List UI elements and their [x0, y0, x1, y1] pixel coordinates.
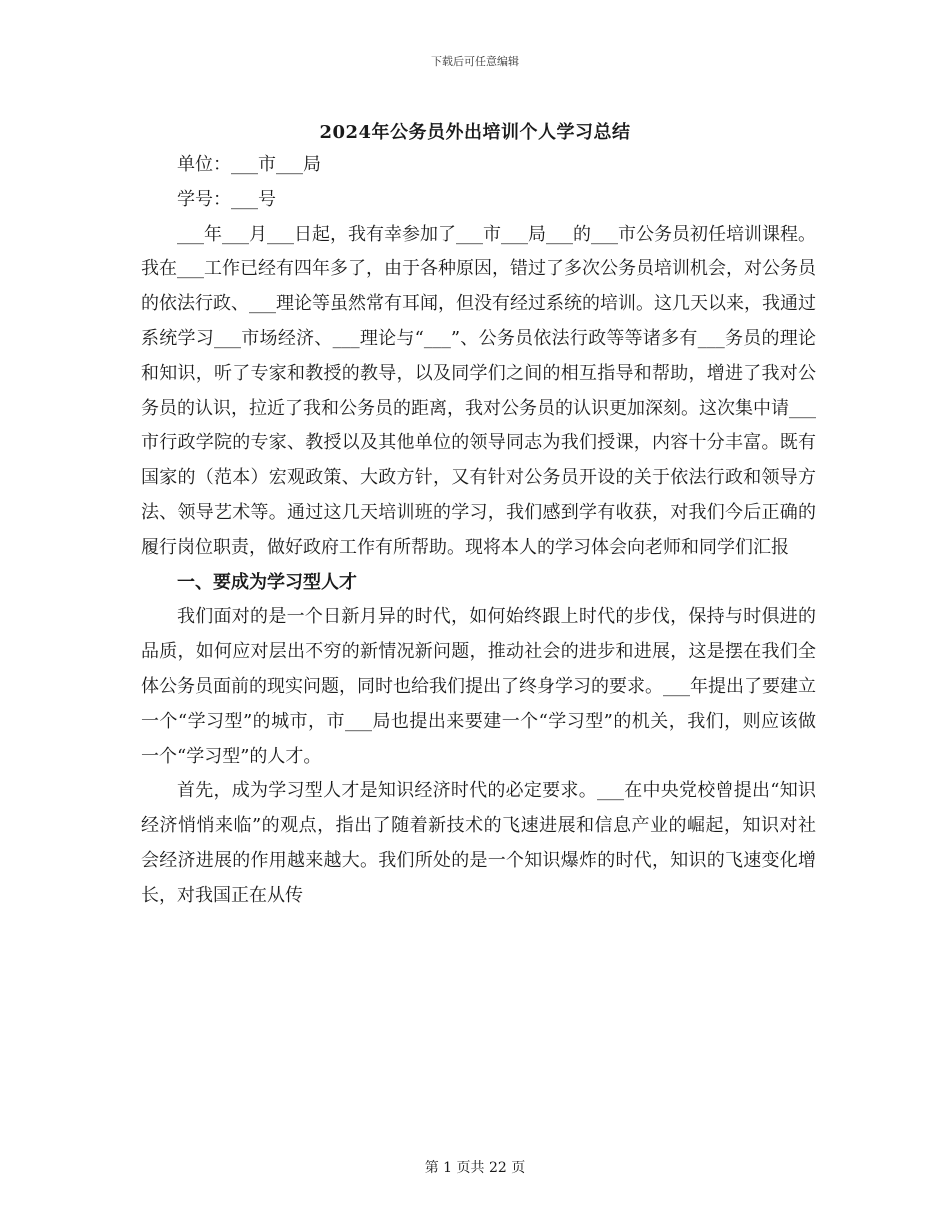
document-body	[141, 148, 816, 914]
document-title: 2024年公务员外出培训个人学习总结	[319, 122, 631, 143]
unit-line: 单位：___市___局	[177, 154, 321, 175]
section-heading: 一、要成为学习型人才	[177, 571, 357, 593]
intro-paragraph: ___年___月___日起，我有幸参加了___市___局___的___市公务员初任培训课程。我在___工作已经有四年多了，由于各种原因，错过了多次公务员培训机会，对公务员的依法行政、___理论等虽然常有耳闻，但没有经过系统的培训。这几天以来，我通过系统学习___市场经济、___理论与“___”、公务员依法行政等等诸多有___务员的理论和知识，听了专家和教授的教导，以及同学们之间的相互指导和帮助，增进了我对公务员的认识，拉近了我和公务员的距离，我对公务员的认识更加深刻。这次集中请___市行政学院的专家、教授以及其他单位的领导同志为我们授课，内容十分丰富。既有国家的（范本）宏观政策、大政方针，又有针对公务员开设的关于依法行政和领导方法、领导艺术等。通过这几天培训班的学习，我们感到学有收获，对我们今后正确的履行岗位职责，做好政府工作有所帮助。现将本人的学习体会向老师和同学们汇报	[141, 223, 816, 558]
page-header-note: 下载后可任意编辑	[431, 55, 519, 68]
section-paragraph-2: 首先，成为学习型人才是知识经济时代的必定要求。___在中央党校曾提出“知识经济悄悄来临”的观点，指出了随着新技术的飞速进展和信息产业的崛起，知识对社会经济进展的作用越来越大。我们所处的是一个知识爆炸的时代，知识的飞速变化增长，对我国正在从传	[141, 780, 816, 906]
page-footer: 第 1 页共 22 页	[424, 1160, 526, 1176]
section-paragraph-1: 我们面对的是一个日新月异的时代，如何始终跟上时代的步伐，保持与时俱进的品质，如何应对层出不穷的新情况新问题，推动社会的进步和进展，这是摆在我们全体公务员面前的现实问题，同时也给我们提出了终身学习的要求。___年提出了要建立一个“学习型”的城市，市___局也提出来要建一个“学习型”的机关，我们，则应该做一个“学习型”的人才。	[141, 606, 816, 767]
student-id-line: 学号：___号	[177, 188, 276, 210]
